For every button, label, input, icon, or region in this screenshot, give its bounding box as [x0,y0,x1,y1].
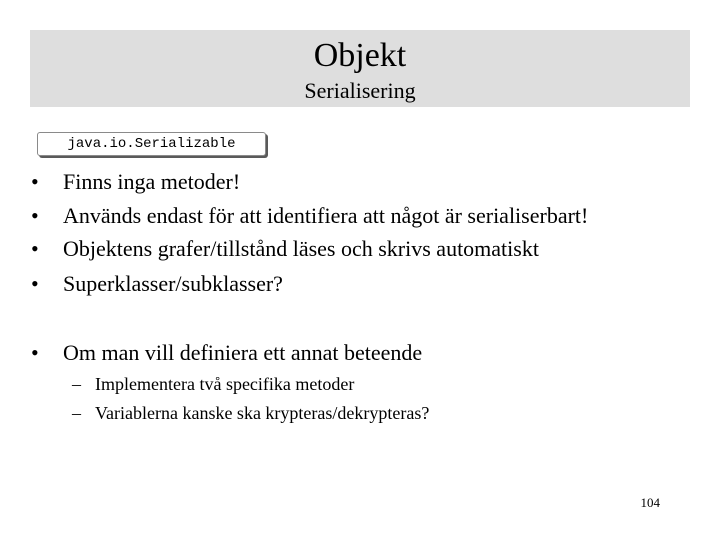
page-number: 104 [640,495,660,510]
bullet-marker: • [31,271,39,296]
bullet-text: Om man vill definiera ett annat beteende [63,340,423,365]
bullet-marker: • [31,169,39,194]
bullet-marker: • [31,340,39,365]
bullet-marker: • [31,203,39,228]
sub-bullet-marker: – [72,374,81,394]
slide-title: Objekt [313,37,407,74]
sub-bullet-text: Variablerna kanske ska krypteras/dekrypteras? [95,403,430,423]
bullet-text: Superklasser/subklasser? [63,271,283,296]
bullet-text: Objektens grafer/tillstånd läses och skrivs automatiskt [63,236,539,261]
sub-bullet-marker: – [72,403,81,423]
bullet-text: Finns inga metoder! [63,169,241,194]
bullet-text: Används endast för att identifiera att något är serialiserbart! [63,203,589,228]
code-label-box: java.io.Serializable [37,132,266,156]
slide-subtitle: Serialisering [304,78,416,103]
bullet-marker: • [31,236,39,261]
sub-bullet-text: Implementera två specifika metoder [95,374,355,394]
title-band [30,30,690,107]
